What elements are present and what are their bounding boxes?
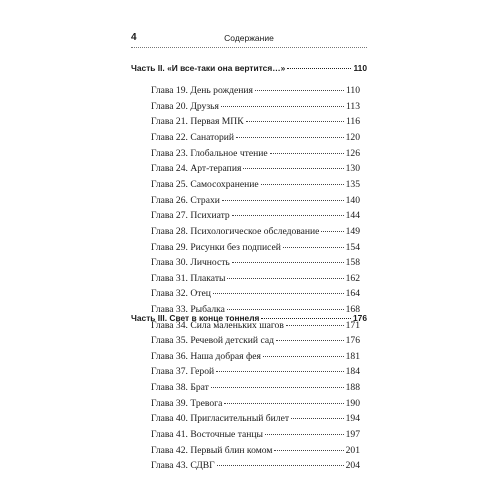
entry-page-number: 130: [345, 163, 360, 175]
entry-page-number: 149: [345, 225, 360, 237]
dot-leader: [221, 106, 344, 107]
entry-page-number: 154: [345, 241, 360, 253]
entry-title: Глава 19. День рождения: [151, 85, 253, 96]
entry-title: Глава 40. Пригласительный билет: [151, 413, 290, 425]
entry-title: Глава 32. Отец: [151, 288, 211, 300]
entry-title: Глава 22. Санаторий: [151, 131, 235, 143]
dot-leader: [211, 387, 344, 388]
dot-leader: [276, 340, 344, 341]
entry-page-number: 140: [345, 194, 360, 206]
entry-page-number: 184: [345, 366, 360, 378]
chapter-entry: [151, 429, 360, 442]
entry-title: Глава 24. Арт-терапия: [151, 163, 242, 175]
entry-title: Глава 42. Первый блин комом: [151, 444, 273, 456]
entry-page-number: 188: [345, 381, 360, 393]
chapter-entry: [151, 179, 360, 192]
entry-title: Глава 33. Рыбалка: [151, 304, 225, 316]
entry-title: Глава 20. Друзья: [151, 100, 219, 112]
entry-title: Глава 30. Личность: [151, 257, 230, 269]
dot-leader: [265, 434, 344, 435]
dot-leader: [227, 309, 344, 310]
chapter-entry: [151, 382, 360, 395]
part-2-heading: [131, 63, 367, 76]
entry-title: Глава 27. Психиатр: [151, 210, 230, 222]
chapter-entry: [151, 398, 360, 411]
entry-page-number: 135: [345, 178, 360, 190]
entry-page-number: 204: [345, 460, 360, 472]
dot-leader: [236, 137, 344, 138]
dot-leader: [217, 465, 344, 466]
entry-page-number: 164: [345, 288, 360, 300]
chapter-entry: [151, 351, 360, 364]
dot-leader: [243, 168, 343, 169]
entry-page-number: 116: [345, 116, 360, 128]
entry-page-number: 194: [345, 413, 360, 425]
dot-leader: [232, 262, 344, 263]
entry-title: Глава 41. Восточные танцы: [151, 428, 263, 440]
dot-leader: [255, 90, 344, 91]
header-divider: [131, 47, 367, 48]
running-title: Содержание: [224, 33, 274, 43]
entry-page-number: 176: [353, 313, 367, 323]
entry-page-number: 201: [345, 444, 360, 456]
chapter-entry: [151, 366, 360, 379]
entry-page-number: 110: [353, 63, 367, 73]
chapter-entry: [151, 116, 360, 129]
entry-title: Глава 26. Страхи: [151, 194, 220, 206]
entry-title: Часть II. «И все-таки она вертится…»: [131, 63, 286, 73]
dot-leader: [283, 247, 344, 248]
dot-leader: [263, 356, 344, 357]
entry-page-number: 171: [345, 319, 360, 331]
chapter-entry: [151, 210, 360, 223]
dot-leader: [287, 68, 351, 69]
dot-leader: [270, 153, 344, 154]
dot-leader: [224, 403, 343, 404]
chapter-entry: [151, 242, 360, 255]
entry-page-number: 120: [345, 131, 360, 143]
entry-title: Глава 36. Наша добрая фея: [151, 350, 261, 362]
chapter-entry: [151, 335, 360, 348]
chapter-entry: [151, 148, 360, 161]
dot-leader: [227, 278, 343, 279]
dot-leader: [274, 450, 343, 451]
entry-title: Глава 37. Герой: [151, 366, 215, 378]
entry-title: Глава 25. Самосохранение: [151, 178, 259, 190]
entry-title: Глава 38. Брат: [151, 381, 209, 393]
dot-leader: [261, 318, 351, 319]
dot-leader: [216, 371, 343, 372]
entry-page-number: 176: [345, 335, 360, 346]
entry-page-number: 162: [345, 272, 360, 284]
chapter-entry: [151, 85, 360, 98]
entry-page-number: 113: [345, 100, 360, 112]
entry-title: Глава 34. Сила маленьких шагов: [151, 319, 284, 331]
entry-title: Глава 23. Глобальное чтение: [151, 147, 268, 159]
entry-page-number: 168: [345, 304, 360, 316]
dot-leader: [321, 231, 343, 232]
entry-title: Глава 43. СДВГ: [151, 460, 215, 472]
entry-page-number: 158: [345, 257, 360, 269]
page-header: [131, 32, 367, 46]
chapter-entry: [151, 460, 360, 473]
dot-leader: [246, 121, 344, 122]
entry-title: Глава 28. Психологическое обследование: [151, 225, 320, 237]
chapter-entry: [151, 226, 360, 239]
chapter-entry: [151, 445, 360, 458]
entry-page-number: 126: [345, 147, 360, 159]
chapter-entry: [151, 273, 360, 286]
entry-page-number: 110: [345, 85, 360, 96]
chapter-entry: [151, 132, 360, 145]
chapter-entry: [151, 288, 360, 301]
entry-title: Глава 39. Тревога: [151, 397, 223, 409]
entry-page-number: 197: [345, 428, 360, 440]
entry-page-number: 190: [345, 397, 360, 409]
dot-leader: [232, 215, 344, 216]
entry-title: Часть III. Свет в конце тоннеля: [131, 313, 260, 323]
part-3-heading: [131, 313, 367, 326]
dot-leader: [222, 200, 344, 201]
chapter-entry: [151, 101, 360, 114]
entry-title: Глава 29. Рисунки без подписей: [151, 241, 281, 253]
chapter-entry: [151, 257, 360, 270]
entry-title: Глава 31. Плакаты: [151, 272, 226, 284]
entry-title: Глава 35. Речевой детский сад: [151, 335, 274, 346]
dot-leader: [261, 184, 344, 185]
chapter-entry: [151, 163, 360, 176]
entry-page-number: 144: [345, 210, 360, 222]
chapter-entry: [151, 195, 360, 208]
entry-title: Глава 21. Первая МПК: [151, 116, 244, 128]
entry-page-number: 181: [345, 350, 360, 362]
chapter-entry: [151, 413, 360, 426]
dot-leader: [213, 293, 344, 294]
page-number: 4: [131, 32, 137, 43]
dot-leader: [291, 418, 344, 419]
